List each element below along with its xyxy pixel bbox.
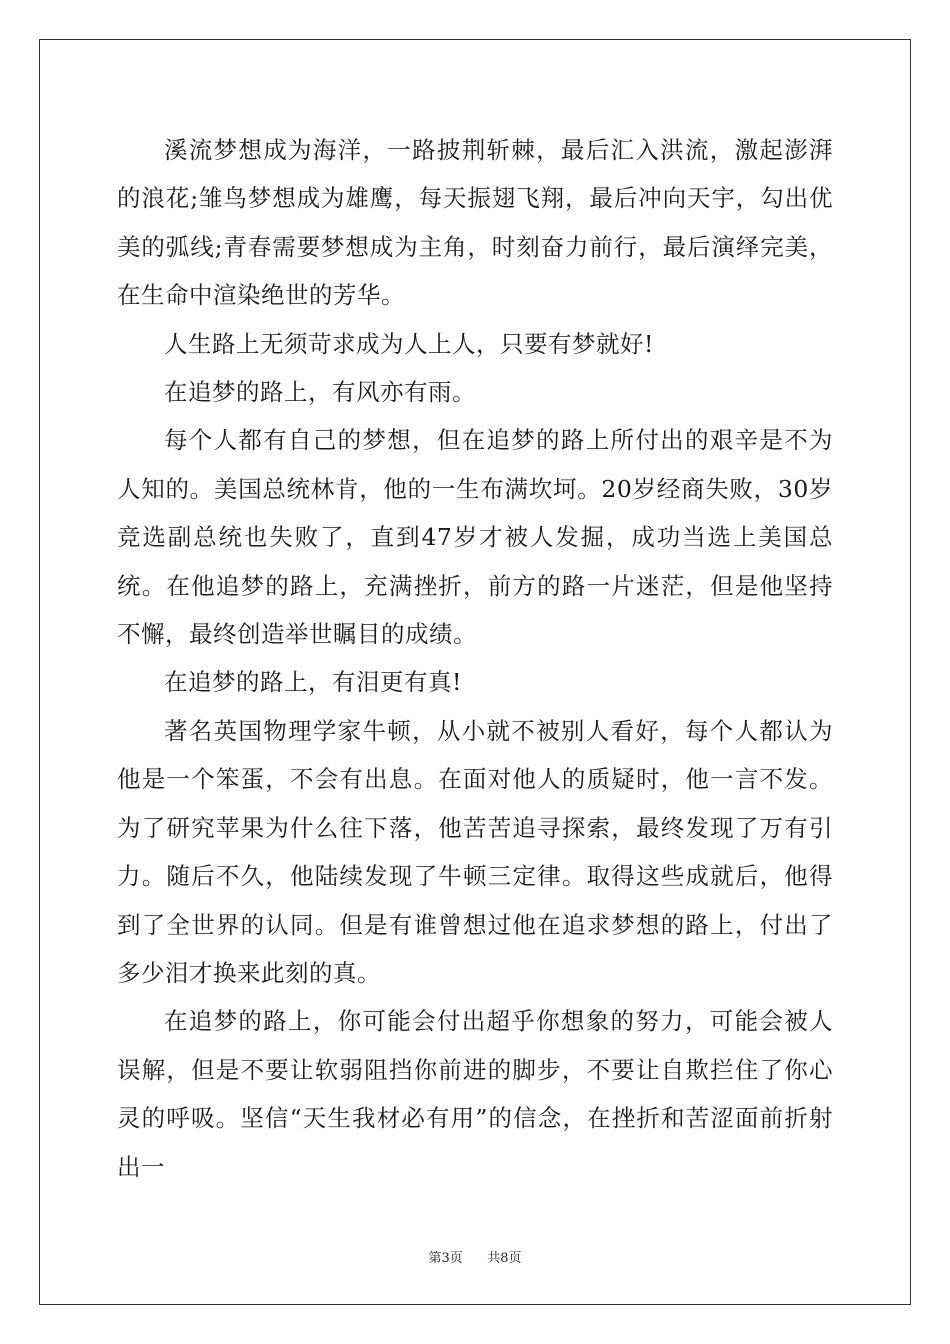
- paragraph: 人生路上无须苛求成为人上人，只要有梦就好!: [164, 329, 654, 358]
- paragraph: 溪流梦想成为海洋，一路披荆斩棘，最后汇入洪流，激起澎湃的浪花;雏鸟梦想成为雄鹰，每天振翅飞翔，最后冲向天宇，勾出优美的弧线;青春需要梦想成为主角，时刻奋力前行，最后演绎完美，在生命中渲染绝世的芳华。: [117, 136, 833, 310]
- paragraph: 每个人都有自己的梦想，但在追梦的路上所付出的艰辛是不为人知的。美国总统林肯，他的一生布满坎坷。20岁经商失败，30岁竞选副总统也失败了，直到47岁才被人发掘，成功当选上美国总统。在他追梦的路上，充满挫折，前方的路一片迷茫，但是他坚持不懈，最终创造举世瞩目的成绩。: [117, 426, 833, 649]
- document-body: [117, 126, 833, 1191]
- page-total: 共8页: [487, 1251, 522, 1266]
- paragraph: 著名英国物理学家牛顿，从小就不被别人看好，每个人都认为他是一个笨蛋，不会有出息。在面对他人的质疑时，他一言不发。为了研究苹果为什么往下落，他苦苦追寻探索，最终发现了万有引力。随后不久，他陆续发现了牛顿三定律。取得这些成就后，他得到了全世界的认同。但是有谁曾想过他在追求梦想的路上，付出了多少泪才换来此刻的真。: [117, 716, 833, 987]
- page-footer: [0, 1247, 950, 1266]
- paragraph: 在追梦的路上，有风亦有雨。: [164, 378, 476, 407]
- paragraph: 在追梦的路上，你可能会付出超乎你想象的努力，可能会被人误解，但是不要让软弱阻挡你前进的脚步，不要让自欺拦住了你心灵的呼吸。坚信“天生我材必有用”的信念，在挫折和苦涩面前折射出一: [117, 1007, 833, 1181]
- paragraph: 在追梦的路上，有泪更有真!: [164, 668, 462, 697]
- page-number: 第3页: [428, 1251, 463, 1266]
